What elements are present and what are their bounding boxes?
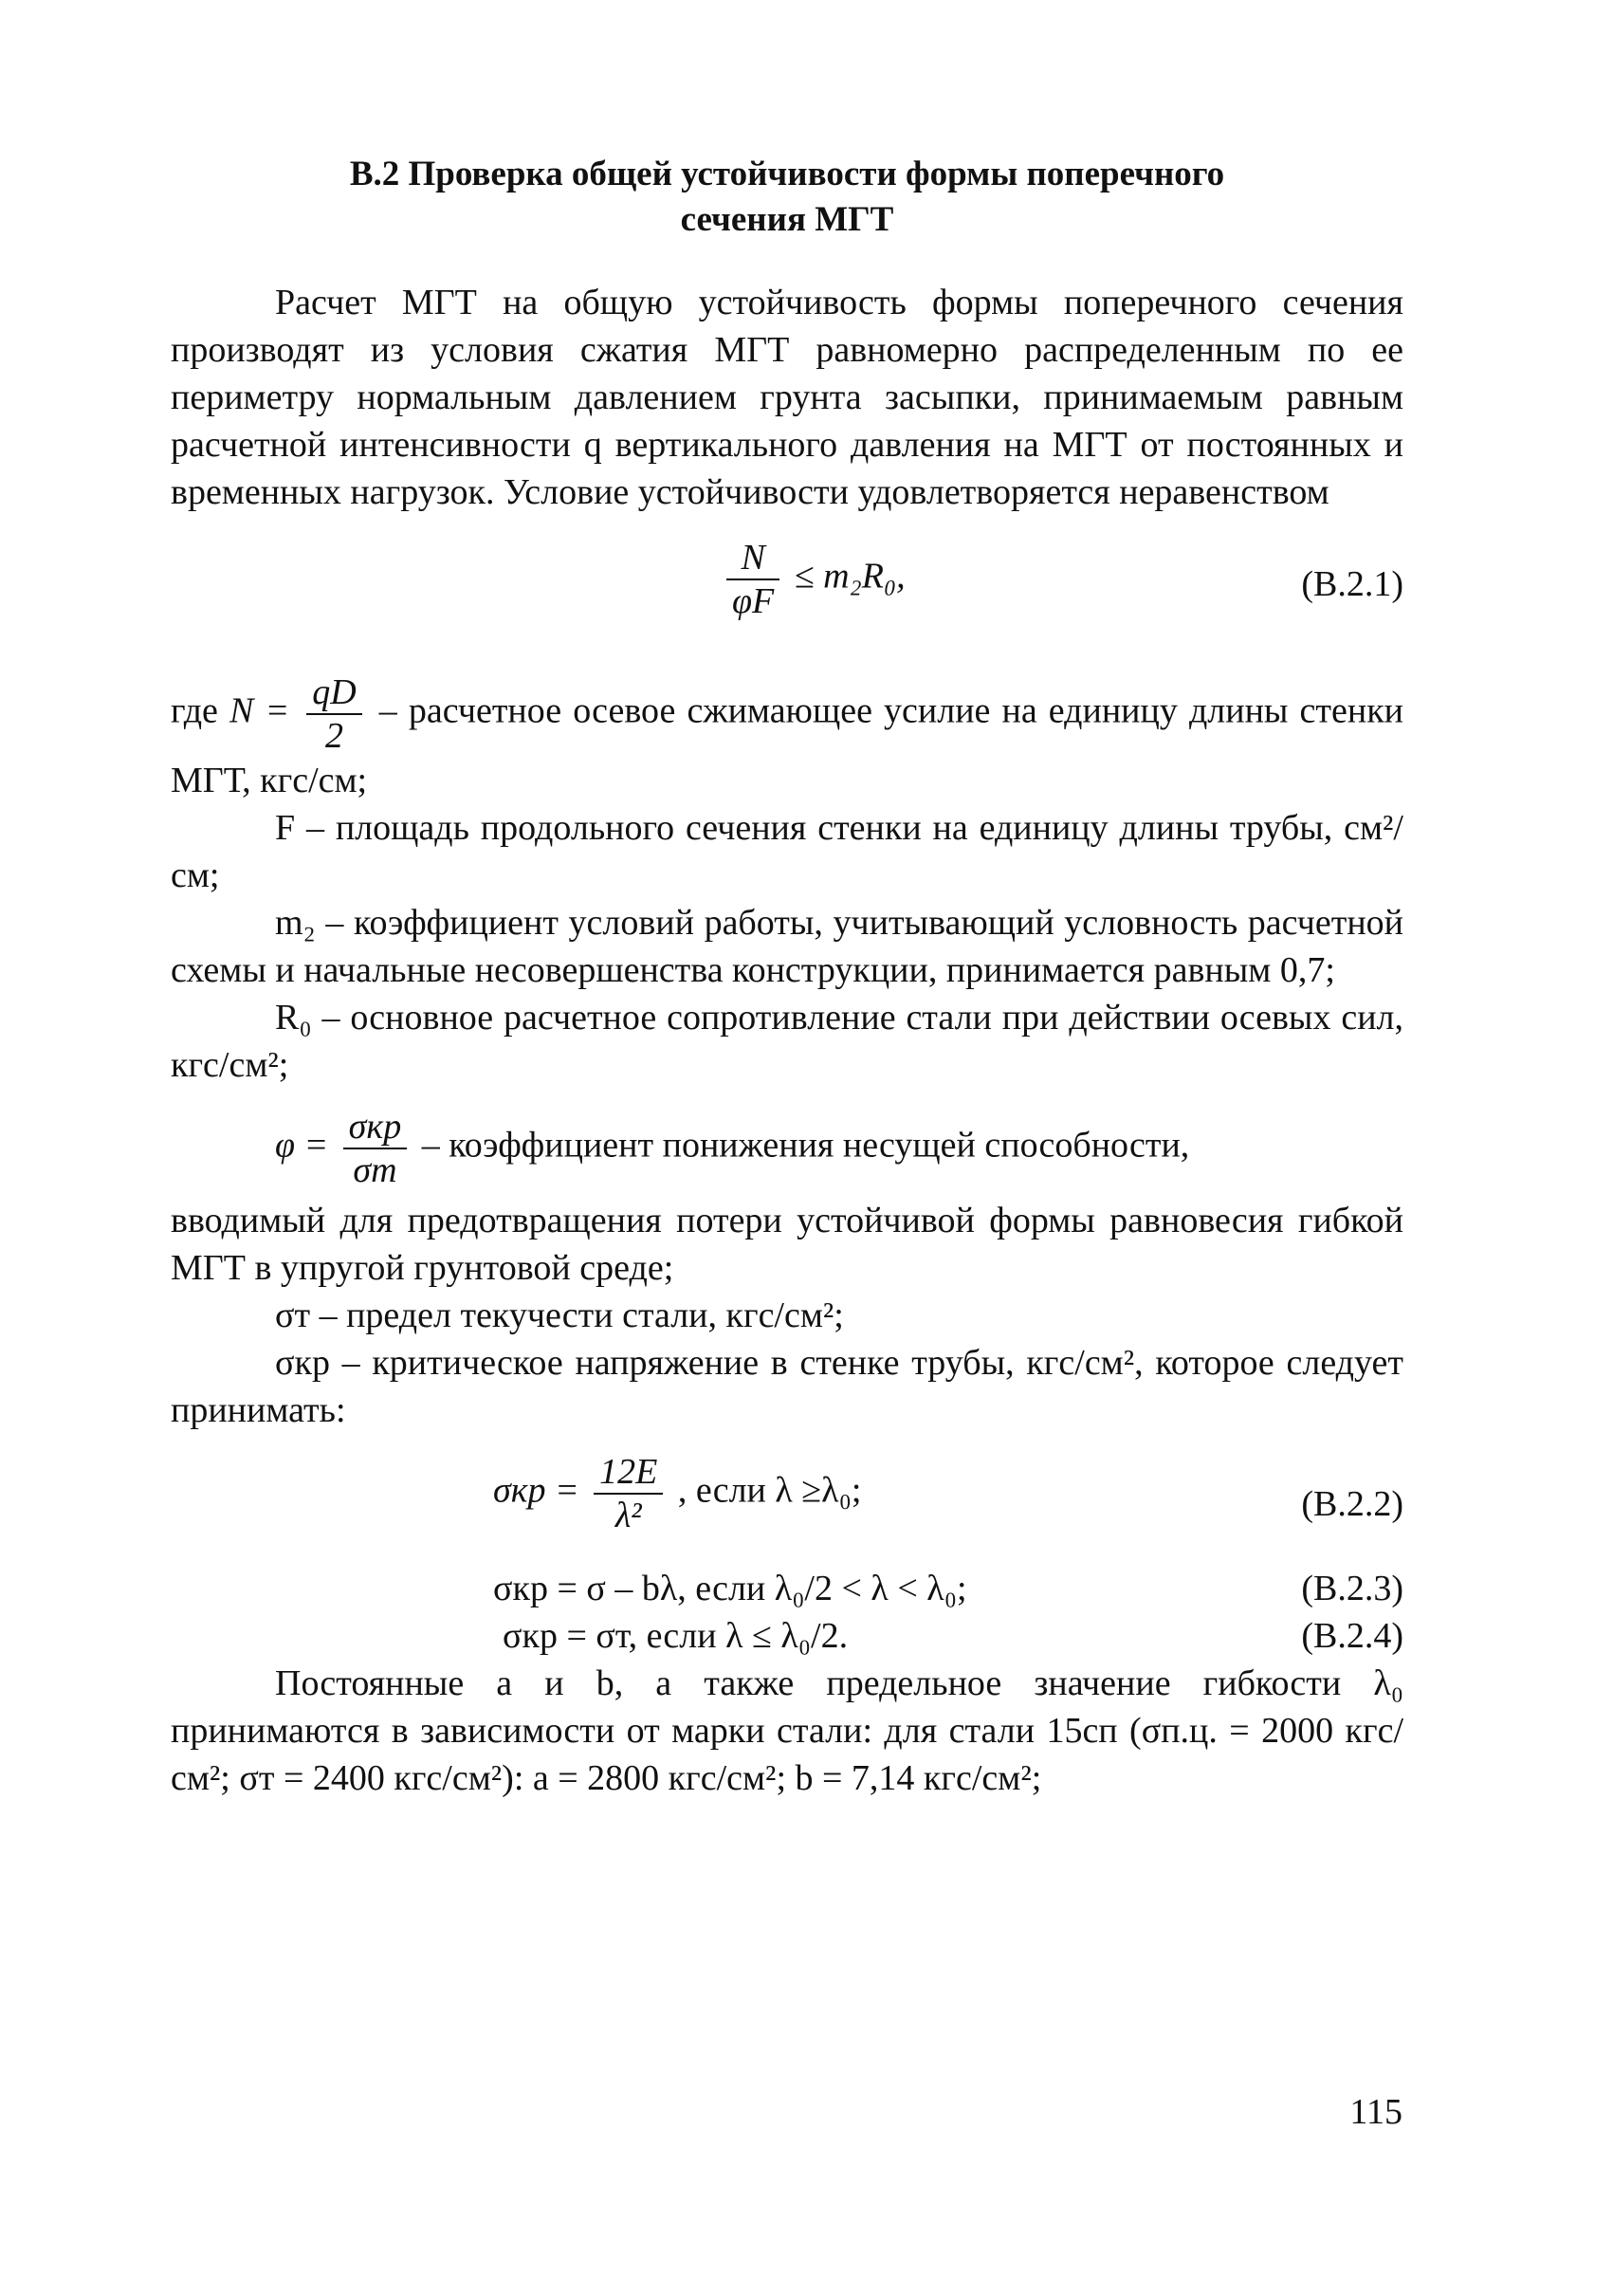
section-title-line1: В.2 Проверка общей устойчивости формы поперечного	[349, 155, 1225, 193]
eq4-label: (В.2.4)	[1301, 1616, 1403, 1656]
eq2-fraction	[594, 1451, 663, 1536]
n-denominator: 2	[324, 716, 343, 756]
section-title	[171, 152, 1403, 243]
eq3-text: σкр = σ – bλ, если λ₀/2 < λ < λ₀;	[493, 1569, 967, 1608]
sigma-kr-definition: σкр – критическое напряжение в стенке трубы, кгс/см², которое следует принимать:	[171, 1343, 1403, 1430]
phi-denominator: σт	[353, 1150, 397, 1190]
page-number: 115	[1349, 2092, 1402, 2132]
n-lhs: N =	[229, 690, 290, 731]
equation-b23	[171, 1565, 1403, 1612]
eq2-lhs: σкр =	[493, 1470, 579, 1511]
phi-numerator: σкр	[343, 1106, 408, 1149]
phi-description: – коэффициент понижения несущей способности,	[421, 1125, 1190, 1166]
eq1-fraction	[726, 537, 779, 622]
phi-line	[171, 1106, 1403, 1191]
phi-continuation: вводимый для предотвращения потери устойчивой формы равновесия гибкой МГТ в упругой грунтовой среде;	[171, 1201, 1403, 1288]
eq2-label: (В.2.2)	[1301, 1484, 1403, 1524]
eq2-condition: , если λ ≥λ₀;	[677, 1470, 862, 1511]
eq1-denominator: φF	[732, 581, 775, 621]
f-definition: F – площадь продольного сечения стенки на единицу длины трубы, см²/см;	[171, 808, 1403, 895]
eq4-text: σкр = σт, если λ ≤ λ₀/2.	[503, 1616, 849, 1656]
equation-b22	[171, 1451, 1403, 1565]
eq2-numerator: 12E	[594, 1451, 663, 1495]
sigma-t-definition: σт – предел текучести стали, кгс/см²;	[275, 1295, 844, 1335]
n-numerator: qD	[306, 671, 361, 715]
equation-b24	[171, 1612, 1403, 1660]
closing-paragraph: Постоянные a и b, а также предельное значение гибкости λ₀ принимаются в зависимости от марки стали: для стали 15сп (σп.ц. = 2000 кгс/см²; σт = 2400 кгс/см²): a = 2800 кгс/см²; b = 7,14 кгс/см²;	[171, 1663, 1403, 1798]
m2-definition: m₂ – коэффициент условий работы, учитывающий условность расчетной схемы и начальные несовершенства конструкции, принимается равным 0,7;	[171, 903, 1403, 990]
eq1-rhs: ≤ m₂R₀,	[794, 556, 906, 597]
eq3-label: (В.2.3)	[1301, 1569, 1403, 1608]
eq2-denominator: λ²	[614, 1496, 642, 1535]
phi-lhs: φ =	[275, 1125, 329, 1166]
eq1-numerator: N	[726, 537, 779, 580]
intro-paragraph: Расчет МГТ на общую устойчивость формы поперечного сечения производят из условия сжатия МГТ равномерно распределенным по ее периметру нормальным давлением грунта засыпки, принимаемым равным расчетной интенсивности q вертикального давления на МГТ от постоянных и временных нагрузок. Условие устойчивости удовлетворяется неравенством	[171, 283, 1403, 512]
r0-definition: R₀ – основное расчетное сопротивление стали при действии осевых сил, кгс/см²;	[171, 998, 1403, 1085]
equation-b21	[171, 529, 1403, 643]
n-fraction	[306, 671, 361, 757]
phi-fraction	[343, 1106, 408, 1191]
n-description: – расчетное осевое сжимающее усилие на единицу длины стенки МГТ, кгс/см;	[171, 690, 1404, 800]
section-title-line2: сечения МГТ	[680, 200, 894, 239]
eq1-label: (В.2.1)	[1301, 564, 1403, 604]
where-lead: где	[171, 690, 218, 731]
page-content	[171, 152, 1403, 1802]
where-n-line	[171, 671, 1403, 804]
